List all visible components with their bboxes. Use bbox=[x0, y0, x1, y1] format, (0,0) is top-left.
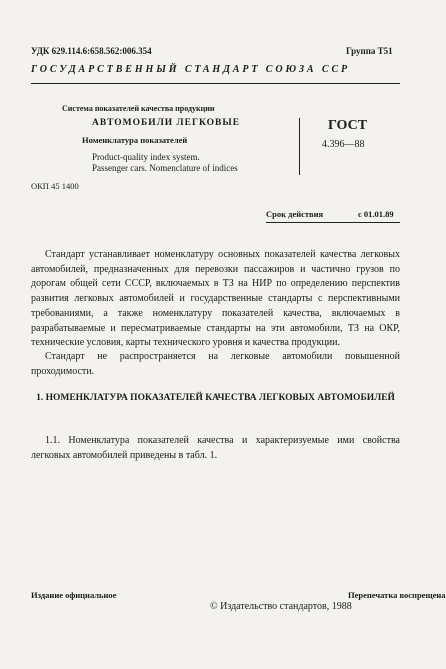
validity-underline bbox=[266, 222, 400, 223]
okp-code: ОКП 45 1400 bbox=[31, 181, 79, 191]
system-title: Система показателей качества продукции bbox=[62, 104, 215, 113]
state-standard-heading: ГОСУДАРСТВЕННЫЙ СТАНДАРТ СОЮЗА ССР bbox=[31, 64, 351, 75]
section-heading: 1. НОМЕНКЛАТУРА ПОКАЗАТЕЛЕЙ КАЧЕСТВА ЛЕГКОВЫХ АВТОМОБИЛЕЙ bbox=[36, 393, 395, 403]
gost-label: ГОСТ bbox=[328, 118, 368, 133]
paragraph-scope: Стандарт устанавливает номенклатуру основных показателей качества легковых автомобилей, предназначенных для перевозки пассажиров и частично грузов по дорогам общей сети СССР, включаемых в ТЗ на НИР по определению перспектив развития легковых автомобилей и государственные стандарты с перспективными требованиями, а также номенклатуру показателей качества, включаемых в разрабатываемые и пересматриваемые стандарты на эти автомобили, ТЗ на ОКР, технические условия, карты технического уровня и качества продукции. bbox=[31, 249, 400, 349]
title-divider bbox=[299, 118, 300, 175]
header-divider bbox=[31, 83, 400, 84]
document-title: АВТОМОБИЛИ ЛЕГКОВЫЕ bbox=[92, 118, 241, 128]
udk-code: УДК 629.114.6:658.562:006.354 bbox=[31, 46, 152, 56]
gost-number: 4.396—88 bbox=[322, 139, 365, 150]
official-edition: Издание официальное bbox=[31, 590, 117, 600]
paragraph-1-1: 1.1. Номенклатура показателей качества и характеризуемые ими свойства легковых автомобилей приведены в табл. 1. bbox=[31, 435, 400, 461]
group-code: Группа Т51 bbox=[346, 46, 393, 56]
english-title-line-2: Passenger cars. Nomenclature of indices bbox=[92, 163, 238, 173]
english-title-line-1: Product-quality index system. bbox=[92, 152, 200, 162]
validity-label: Срок действия bbox=[266, 209, 324, 219]
reprint-notice: Перепечатка воспрещена bbox=[348, 590, 446, 600]
document-subtitle: Номенклатура показателей bbox=[82, 135, 188, 145]
copyright: © Издательство стандартов, 1988 bbox=[210, 601, 352, 612]
validity-date: с 01.01.89 bbox=[358, 209, 394, 219]
paragraph-exclusion: Стандарт не распространяется на легковые автомобили повышенной проходимости. bbox=[31, 351, 400, 377]
